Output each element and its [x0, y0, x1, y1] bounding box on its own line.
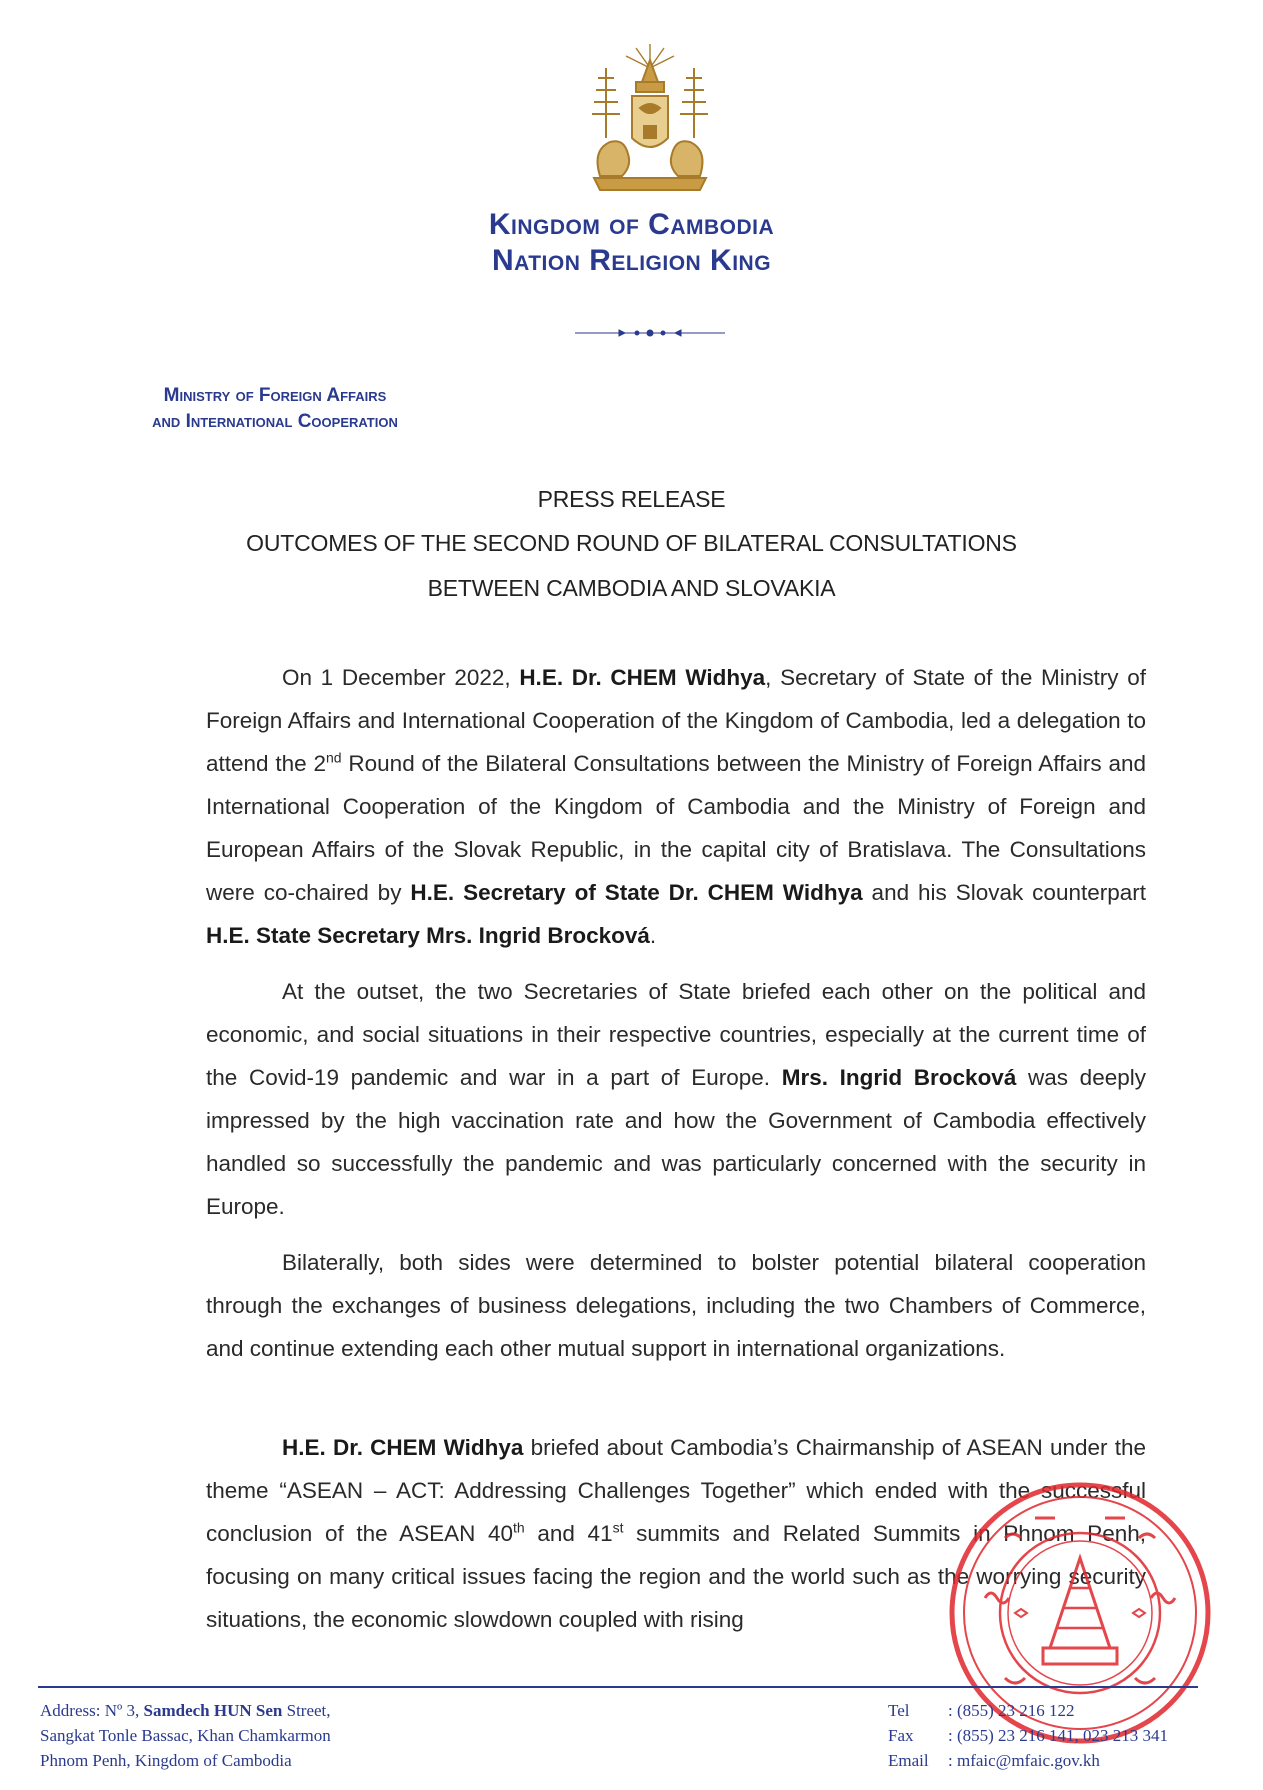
- footer-address: Address: Nº 3, Samdech HUN Sen Street, Sangkat Tonle Bassac, Khan Chamkarmon Phnom Penh, Kingdom of Cambodia: [40, 1701, 331, 1770]
- document-title-line1: OUTCOMES OF THE SECOND ROUND OF BILATERAL CONSULTATIONS: [246, 530, 1017, 556]
- document-type-heading: PRESS RELEASE: [537, 486, 726, 512]
- document-title-line2: BETWEEN CAMBODIA AND SLOVAKIA: [427, 575, 836, 601]
- footer-contacts: Tel : (855) 23 216 122 Fax : (855) 23 216 141, 023 213 341 Email : mfaic@mfaic.gov.kh: [888, 1701, 1169, 1770]
- ministry-name-line1: Ministry of Foreign Affairs: [163, 385, 387, 406]
- royal-arms-icon: [570, 38, 730, 198]
- decorative-divider-icon: [575, 326, 725, 340]
- paragraph-4: H.E. Dr. CHEM Widhya briefed about Cambodia’s Chairmanship of ASEAN under the theme “ASEAN – ACT: Addressing Challenges Together” which ended with the successful conclusion of the ASEAN 40th and 41st summits and Related Summits in Phnom Penh, focusing on many critical issues facing the region and the world such as the worrying security situations, the economic slowdown coupled with rising: [206, 1435, 1146, 1632]
- motto-heading: Nation Religion King: [491, 244, 772, 277]
- paragraph-1: On 1 December 2022, H.E. Dr. CHEM Widhya, Secretary of State of the Ministry of Foreign Affairs and International Cooperation of the Kingdom of Cambodia, led a delegation to attend the 2nd Round of the Bilateral Consultations between the Ministry of Foreign Affairs and International Cooperation of the Kingdom of Cambodia and the Ministry of Foreign and European Affairs of the Slovak Republic, in the capital city of Bratislava. The Consultations were co-chaired by H.E. Secretary of State Dr. CHEM Widhya and his Slovak counterpart H.E. State Secretary Mrs. Ingrid Brocková.: [206, 665, 1146, 948]
- paragraph-3: Bilaterally, both sides were determined to bolster potential bilateral cooperation through the exchanges of business delegations, including the two Chambers of Commerce, and continue extending each other mutual support in international organizations.: [206, 1250, 1146, 1361]
- ministry-name-line2: and International Cooperation: [152, 411, 398, 432]
- footer-divider: [38, 1686, 1198, 1688]
- kingdom-heading: Kingdom of Cambodia: [488, 208, 775, 241]
- paragraph-2: At the outset, the two Secretaries of State briefed each other on the political and economic, and social situations in their respective countries, especially at the current time of the Covid-19 pandemic and war in a part of Europe. Mrs. Ingrid Brocková was deeply impressed by the high vaccination rate and how the Government of Cambodia effectively handled so successfully the pandemic and was particularly concerned with the security in Europe.: [206, 979, 1146, 1219]
- email-link[interactable]: : mfaic@mfaic.gov.kh: [948, 1751, 1100, 1770]
